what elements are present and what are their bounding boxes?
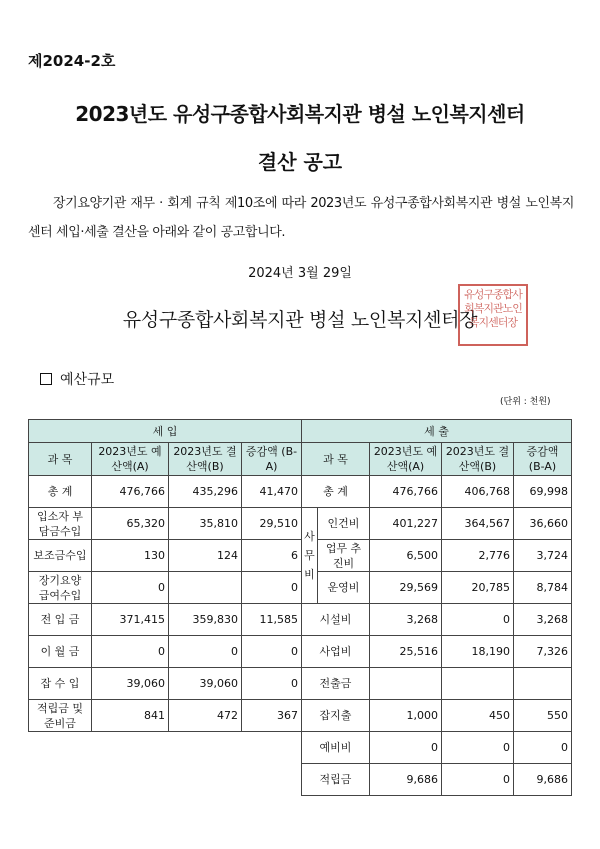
revenue-name: 장기요양 급여수입 — [29, 572, 92, 604]
expense-settle: 364,567 — [442, 508, 514, 540]
revenue-diff: 367 — [242, 700, 302, 732]
expense-diff: 3,268 — [514, 604, 572, 636]
expense-settle: 2,776 — [442, 540, 514, 572]
revenue-budget: 130 — [92, 540, 169, 572]
revenue-diff: 11,585 — [242, 604, 302, 636]
expense-budget: 6,500 — [370, 540, 442, 572]
expense-budget: 476,766 — [370, 476, 442, 508]
revenue-settle-header: 2023년도 결산액(B) — [169, 443, 242, 476]
expense-settle-header: 2023년도 결산액(B) — [442, 443, 514, 476]
revenue-name: 보조금수입 — [29, 540, 92, 572]
expense-diff: 8,784 — [514, 572, 572, 604]
revenue-name: 전 입 금 — [29, 604, 92, 636]
revenue-name: 총 계 — [29, 476, 92, 508]
revenue-diff: 41,470 — [242, 476, 302, 508]
expense-budget: 25,516 — [370, 636, 442, 668]
expense-settle: 0 — [442, 732, 514, 764]
revenue-name: 입소자 부담금수입 — [29, 508, 92, 540]
expense-diff: 36,660 — [514, 508, 572, 540]
expense-diff: 3,724 — [514, 540, 572, 572]
expense-name: 인건비 — [318, 508, 370, 540]
document-title: 2023년도 유성구종합사회복지관 병설 노인복지센터 — [75, 102, 525, 126]
revenue-budget: 476,766 — [92, 476, 169, 508]
table-row — [29, 540, 572, 572]
revenue-diff-header: 증감액 (B-A) — [242, 443, 302, 476]
expense-budget-header: 2023년도 예산액(A) — [370, 443, 442, 476]
revenue-settle: 39,060 — [169, 668, 242, 700]
table-row — [29, 508, 572, 540]
issuer-name: 유성구종합사회복지관 병설 노인복지센터장 — [122, 309, 478, 331]
notice-body: 장기요양기관 재무 · 회계 규칙 제10조에 따라 2023년도 유성구종합사회복지관 병설 노인복지센터 세입·세출 결산을 아래와 같이 공고합니다. — [28, 196, 574, 240]
expense-budget: 0 — [370, 732, 442, 764]
expense-name: 시설비 — [302, 604, 370, 636]
revenue-settle: 124 — [169, 540, 242, 572]
unit-label: (단위 : 천원) — [500, 397, 551, 407]
empty-cell — [29, 764, 302, 796]
table-row — [29, 764, 572, 796]
table-row — [29, 732, 572, 764]
expense-diff: 550 — [514, 700, 572, 732]
expense-name: 운영비 — [318, 572, 370, 604]
expense-header: 세 출 — [302, 420, 572, 443]
revenue-subject-header: 과 목 — [29, 443, 92, 476]
expense-budget: 9,686 — [370, 764, 442, 796]
revenue-settle: 0 — [169, 636, 242, 668]
expense-settle: 20,785 — [442, 572, 514, 604]
table-row — [29, 668, 572, 700]
revenue-diff: 29,510 — [242, 508, 302, 540]
revenue-budget-header: 2023년도 예산액(A) — [92, 443, 169, 476]
revenue-settle: 35,810 — [169, 508, 242, 540]
table-row — [29, 604, 572, 636]
revenue-budget: 0 — [92, 636, 169, 668]
budget-table — [28, 419, 572, 796]
expense-name: 적립금 — [302, 764, 370, 796]
revenue-name: 이 월 금 — [29, 636, 92, 668]
expense-diff: 69,998 — [514, 476, 572, 508]
expense-settle: 406,768 — [442, 476, 514, 508]
revenue-name: 적립금 및 준비금 — [29, 700, 92, 732]
revenue-budget: 0 — [92, 572, 169, 604]
section-title: 예산규모 — [60, 372, 115, 388]
expense-settle: 0 — [442, 604, 514, 636]
revenue-settle: 435,296 — [169, 476, 242, 508]
revenue-diff: 0 — [242, 636, 302, 668]
checkbox-bullet-icon — [40, 373, 52, 385]
official-seal: 유성구종합사회복지관노인복지센터장 — [458, 284, 528, 346]
expense-name: 업무 추진비 — [318, 540, 370, 572]
expense-diff: 9,686 — [514, 764, 572, 796]
expense-group-label: 사무비 — [302, 508, 318, 604]
expense-name: 잡지출 — [302, 700, 370, 732]
table-row — [29, 700, 572, 732]
revenue-settle: 472 — [169, 700, 242, 732]
section-heading — [40, 369, 114, 389]
revenue-header: 세 입 — [29, 420, 302, 443]
expense-subject-header: 과 목 — [302, 443, 370, 476]
revenue-settle: 359,830 — [169, 604, 242, 636]
notice-date: 2024년 3월 29일 — [248, 266, 352, 281]
table-row — [29, 476, 572, 508]
expense-settle: 18,190 — [442, 636, 514, 668]
document-subtitle: 결산 공고 — [257, 150, 343, 174]
expense-diff: 0 — [514, 732, 572, 764]
revenue-budget: 841 — [92, 700, 169, 732]
revenue-diff: 6 — [242, 540, 302, 572]
table-row — [29, 636, 572, 668]
expense-budget: 1,000 — [370, 700, 442, 732]
revenue-diff: 0 — [242, 668, 302, 700]
empty-cell — [29, 732, 302, 764]
revenue-budget: 39,060 — [92, 668, 169, 700]
revenue-budget: 371,415 — [92, 604, 169, 636]
revenue-name: 잡 수 입 — [29, 668, 92, 700]
expense-budget: 3,268 — [370, 604, 442, 636]
expense-diff: 7,326 — [514, 636, 572, 668]
expense-settle: 450 — [442, 700, 514, 732]
expense-budget: 401,227 — [370, 508, 442, 540]
table-row — [29, 572, 572, 604]
expense-name: 예비비 — [302, 732, 370, 764]
expense-budget — [370, 668, 442, 700]
revenue-diff: 0 — [242, 572, 302, 604]
expense-budget: 29,569 — [370, 572, 442, 604]
revenue-budget: 65,320 — [92, 508, 169, 540]
expense-settle — [442, 668, 514, 700]
revenue-settle — [169, 572, 242, 604]
expense-diff-header: 증감액 (B-A) — [514, 443, 572, 476]
expense-name: 총 계 — [302, 476, 370, 508]
expense-diff — [514, 668, 572, 700]
expense-name: 전출금 — [302, 668, 370, 700]
expense-settle: 0 — [442, 764, 514, 796]
expense-name: 사업비 — [302, 636, 370, 668]
document-number: 제2024-2호 — [28, 52, 116, 70]
